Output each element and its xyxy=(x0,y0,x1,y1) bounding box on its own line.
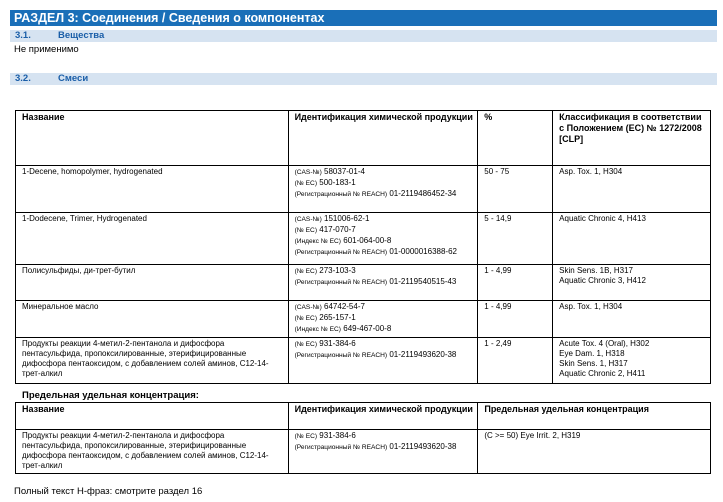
cell-name: Полисульфиды, ди-трет-бутил xyxy=(16,265,289,301)
cell-id xyxy=(288,265,478,301)
id-value: 931-384-6 xyxy=(319,339,356,348)
cell-name: Продукты реакции 4-метил-2-пентанола и дифосфора пентасульфида, пропоксилированные, этерифицированные дифосфора пентаоксидом, с добавлением солей аминов, C12-14-трет-алкил xyxy=(16,338,289,384)
id-label: (Регистрационный № REACH) xyxy=(294,249,388,256)
limit-table xyxy=(15,402,711,474)
substances-text: Не применимо xyxy=(14,44,79,55)
limit-caption: Предельная удельная концентрация: xyxy=(22,390,199,401)
cell-name: Минеральное масло xyxy=(16,301,289,338)
cell-id xyxy=(288,213,478,265)
id-value: 64742-54-7 xyxy=(324,302,365,311)
id-label: (Индекс № ЕС) xyxy=(294,326,342,333)
hazard-class: Aquatic Chronic 2, H411 xyxy=(559,369,646,378)
id-label: (№ ЕС) xyxy=(294,315,318,322)
id-value: 649-467-00-8 xyxy=(343,324,392,333)
section-3-header xyxy=(10,10,717,26)
id-label: (Регистрационный № REACH) xyxy=(294,191,388,198)
id-value: 931-384-6 xyxy=(319,431,356,440)
id-value: 601-064-00-8 xyxy=(343,236,392,245)
cell-name: 1-Dodecene, Trimer, Hydrogenated xyxy=(16,213,289,265)
id-line xyxy=(295,324,474,335)
id-line xyxy=(295,189,474,200)
footer-note: Полный текст Н-фраз: смотрите раздел 16 xyxy=(14,486,203,497)
id-value: 417-070-7 xyxy=(319,225,356,234)
col-header-limit: Предельная удельная концентрация xyxy=(478,403,711,430)
cell-percent: 50 - 75 xyxy=(478,166,553,213)
cell-name: Продукты реакции 4-метил-2-пентанола и дифосфора пентасульфида, пропоксилированные, этерифицированные дифосфора пентаоксидом, с добавлением солей аминов, C12-14-трет-алкил xyxy=(16,430,289,474)
cell-classification xyxy=(553,265,711,301)
id-value: 01-2119540515-43 xyxy=(389,277,457,286)
hazard-class: Eye Dam. 1, H318 xyxy=(559,349,625,358)
table-row xyxy=(16,338,711,384)
subsection-title: Вещества xyxy=(58,30,105,41)
cell-percent: 5 - 14,9 xyxy=(478,213,553,265)
id-label: (CAS-№) xyxy=(294,169,322,176)
hazard-class: Asp. Tox. 1, H304 xyxy=(559,302,623,311)
subsection-3-1-header xyxy=(10,30,717,42)
id-label: (№ ЕС) xyxy=(294,268,318,275)
id-label: (№ ЕС) xyxy=(294,341,318,348)
table-header-row xyxy=(16,111,711,166)
table-row xyxy=(16,166,711,213)
id-line xyxy=(295,236,474,247)
cell-percent: 1 - 2,49 xyxy=(478,338,553,384)
subsection-3-2-header xyxy=(10,73,717,85)
col-header-name: Название xyxy=(16,111,289,166)
id-label: (№ ЕС) xyxy=(294,227,318,234)
id-label: (CAS-№) xyxy=(294,216,322,223)
id-value: 58037-01-4 xyxy=(324,167,365,176)
id-line xyxy=(295,339,474,350)
cell-classification xyxy=(553,213,711,265)
id-value: 01-2119493620-38 xyxy=(389,350,457,359)
cell-percent: 1 - 4,99 xyxy=(478,265,553,301)
id-line xyxy=(295,350,474,361)
cell-percent: 1 - 4,99 xyxy=(478,301,553,338)
id-label: (Регистрационный № REACH) xyxy=(294,444,388,451)
subsection-title: Смеси xyxy=(58,73,89,84)
id-line xyxy=(295,167,474,178)
id-value: 01-0000016388-62 xyxy=(389,247,457,256)
table-row xyxy=(16,301,711,338)
table-row xyxy=(16,430,711,474)
id-label: (№ ЕС) xyxy=(294,180,318,187)
table-row xyxy=(16,265,711,301)
id-value: 273-103-3 xyxy=(319,266,356,275)
cell-id xyxy=(288,338,478,384)
cell-limit: (C >= 50) Eye Irrit. 2, H319 xyxy=(478,430,711,474)
subsection-number: 3.2. xyxy=(15,73,31,84)
mixtures-table xyxy=(15,110,711,384)
hazard-class: Skin Sens. 1, H317 xyxy=(559,359,628,368)
cell-classification xyxy=(553,166,711,213)
id-label: (Регистрационный № REACH) xyxy=(294,352,388,359)
id-value: 01-2119493620-38 xyxy=(389,442,457,451)
hazard-class: Skin Sens. 1B, H317 xyxy=(559,266,633,275)
id-line xyxy=(295,266,474,277)
id-value: 01-2119486452-34 xyxy=(389,189,457,198)
hazard-class: Acute Tox. 4 (Oral), H302 xyxy=(559,339,650,348)
section-title: РАЗДЕЛ 3: Соединения / Сведения о компонентах xyxy=(14,11,325,25)
hazard-class: Aquatic Chronic 3, H412 xyxy=(559,276,646,285)
table-row xyxy=(16,213,711,265)
id-line xyxy=(295,313,474,324)
id-line xyxy=(295,431,474,442)
cell-classification xyxy=(553,301,711,338)
cell-id xyxy=(288,301,478,338)
id-value: 265-157-1 xyxy=(319,313,356,322)
id-line xyxy=(295,247,474,258)
id-value: 500-183-1 xyxy=(319,178,356,187)
col-header-id: Идентификация химической продукции xyxy=(288,111,478,166)
hazard-class: Asp. Tox. 1, H304 xyxy=(559,167,623,176)
id-line xyxy=(295,214,474,225)
subsection-number: 3.1. xyxy=(15,30,31,41)
id-line xyxy=(295,178,474,189)
id-line xyxy=(295,225,474,236)
cell-name: 1-Decene, homopolymer, hydrogenated xyxy=(16,166,289,213)
hazard-class: Aquatic Chronic 4, H413 xyxy=(559,214,646,223)
cell-classification xyxy=(553,338,711,384)
cell-id xyxy=(288,166,478,213)
id-line xyxy=(295,277,474,288)
col-header-id: Идентификация химической продукции xyxy=(288,403,478,430)
id-label: (Индекс № ЕС) xyxy=(294,238,342,245)
cell-id xyxy=(288,430,478,474)
id-label: (№ ЕС) xyxy=(294,433,318,440)
id-value: 151006-62-1 xyxy=(324,214,370,223)
id-line xyxy=(295,442,474,453)
table-header-row xyxy=(16,403,711,430)
col-header-name: Название xyxy=(16,403,289,430)
id-line xyxy=(295,302,474,313)
id-label: (CAS-№) xyxy=(294,304,322,311)
col-header-classification: Классификация в соответствии с Положением (ЕС) № 1272/2008 [CLP] xyxy=(553,111,711,166)
id-label: (Регистрационный № REACH) xyxy=(294,279,388,286)
col-header-percent: % xyxy=(478,111,553,166)
